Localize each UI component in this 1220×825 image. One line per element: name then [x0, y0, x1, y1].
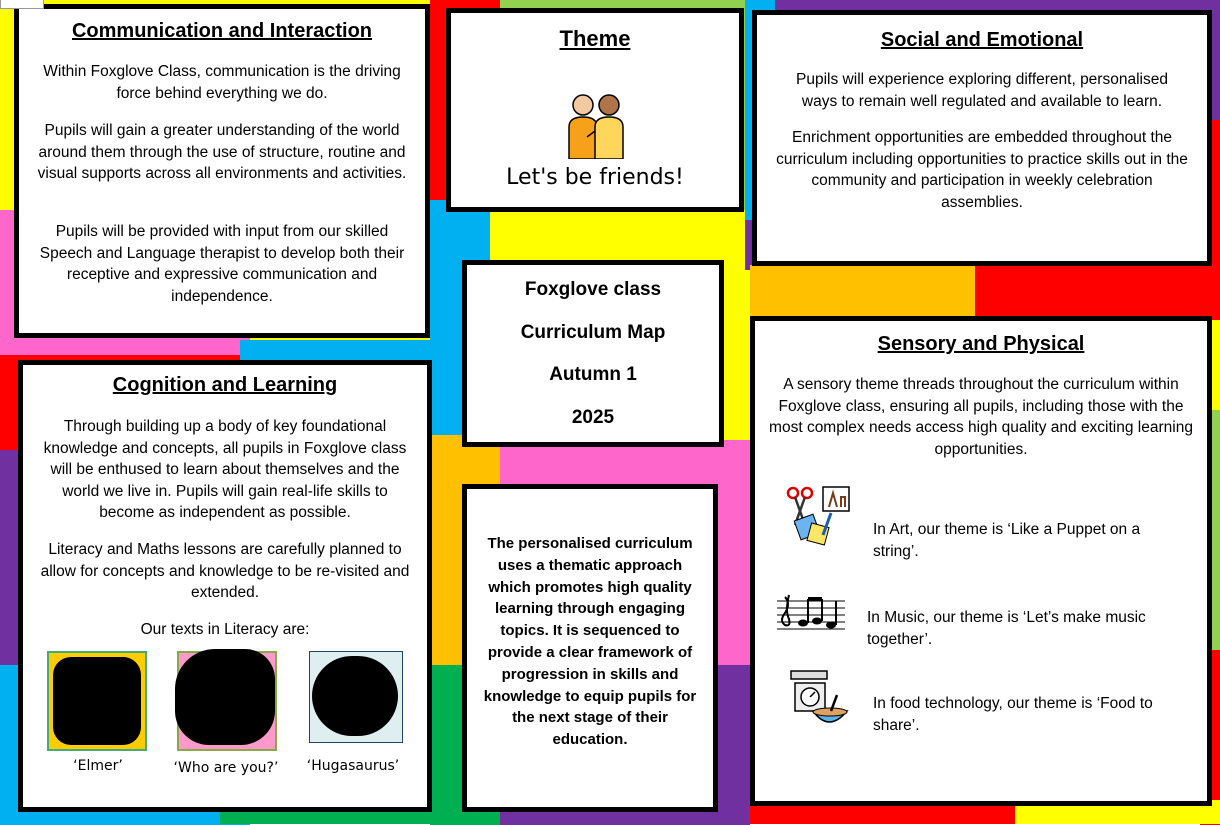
food-scales-bowl-icon	[785, 669, 853, 733]
theme-caption: Let's be friends!	[506, 165, 684, 190]
art-theme-text: In Art, our theme is ‘Like a Puppet on a string’.	[873, 521, 1141, 560]
theme-title: Theme	[559, 26, 631, 51]
communication-para-1: Within Foxglove Class, communication is the driving force behind everything we do.	[43, 63, 401, 102]
bg-block	[975, 265, 1220, 320]
map-title: Curriculum Map	[520, 322, 666, 343]
book-caption-who-are-you: ‘Who are you?’	[173, 760, 279, 776]
sensory-para-1: A sensory theme threads throughout the curriculum within Foxglove class, ensuring all pupils, including those with the most complex needs access high quality and exciting learning opportunities.	[769, 376, 1193, 458]
art-scissors-paper-icon	[783, 485, 853, 551]
theme-panel	[446, 8, 744, 212]
food-theme-text: In food technology, our theme is ‘Food to share’.	[873, 695, 1153, 734]
year-label: 2025	[571, 407, 615, 428]
social-para-2: Enrichment opportunities are embedded throughout the curriculum including opportunities to practice skills out in the community and participation in weekly celebration assemblies.	[776, 129, 1188, 211]
book-caption-hugasaurus: ‘Hugasaurus’	[306, 758, 400, 774]
bg-block	[220, 810, 450, 824]
sensory-title: Sensory and Physical	[877, 333, 1085, 355]
social-panel	[752, 10, 1212, 266]
sensory-panel	[750, 316, 1212, 806]
corner-tab	[0, 0, 44, 9]
music-notes-icon	[775, 591, 847, 635]
friends-icon	[557, 87, 637, 159]
music-theme-text: In Music, our theme is ‘Let’s make music together’.	[867, 609, 1146, 648]
communication-panel	[14, 4, 430, 338]
communication-title: Communication and Interaction	[71, 20, 373, 42]
cognition-para-3: Our texts in Literacy are:	[140, 621, 310, 638]
personalised-curriculum-panel	[462, 484, 718, 812]
social-para-1: Pupils will experience exploring different, personalised ways to remain well regulated and available to learn.	[796, 71, 1168, 110]
bg-block	[750, 265, 980, 320]
term-label: Autumn 1	[549, 364, 637, 385]
communication-para-2: Pupils will gain a greater understanding of the world around them through the use of structure, routine and visual supports across all environments and activities.	[37, 122, 407, 182]
class-name: Foxglove class	[524, 279, 662, 300]
cognition-title: Cognition and Learning	[112, 374, 338, 396]
book-caption-elmer: ‘Elmer’	[73, 758, 123, 774]
book-cover-who-are-you	[177, 651, 277, 751]
curriculum-map-panel	[462, 260, 724, 447]
personalised-text: The personalised curriculum uses a thematic approach which promotes high quality learning through engaging topics. It is sequenced to provide a clear framework of progression in skills and knowledge to equip pupils for the next stage of their education.	[483, 535, 697, 749]
book-cover-hugasaurus	[309, 651, 403, 743]
cognition-para-1: Through building up a body of key foundational knowledge and concepts, all pupils in Foxglove class will be enthused to learn about themselves and the world we live in. Pupils will gain real-life skills to become as independent as possible.	[43, 418, 407, 521]
cognition-panel	[18, 360, 432, 812]
cognition-para-2: Literacy and Maths lessons are carefully planned to allow for concepts and knowledge to be re-visited and extended.	[40, 541, 410, 601]
book-cover-elmer	[47, 651, 147, 751]
social-title: Social and Emotional	[880, 29, 1084, 51]
communication-para-3: Pupils will be provided with input from our skilled Speech and Language therapist to develop both their receptive and expressive communication and independence.	[39, 223, 405, 305]
